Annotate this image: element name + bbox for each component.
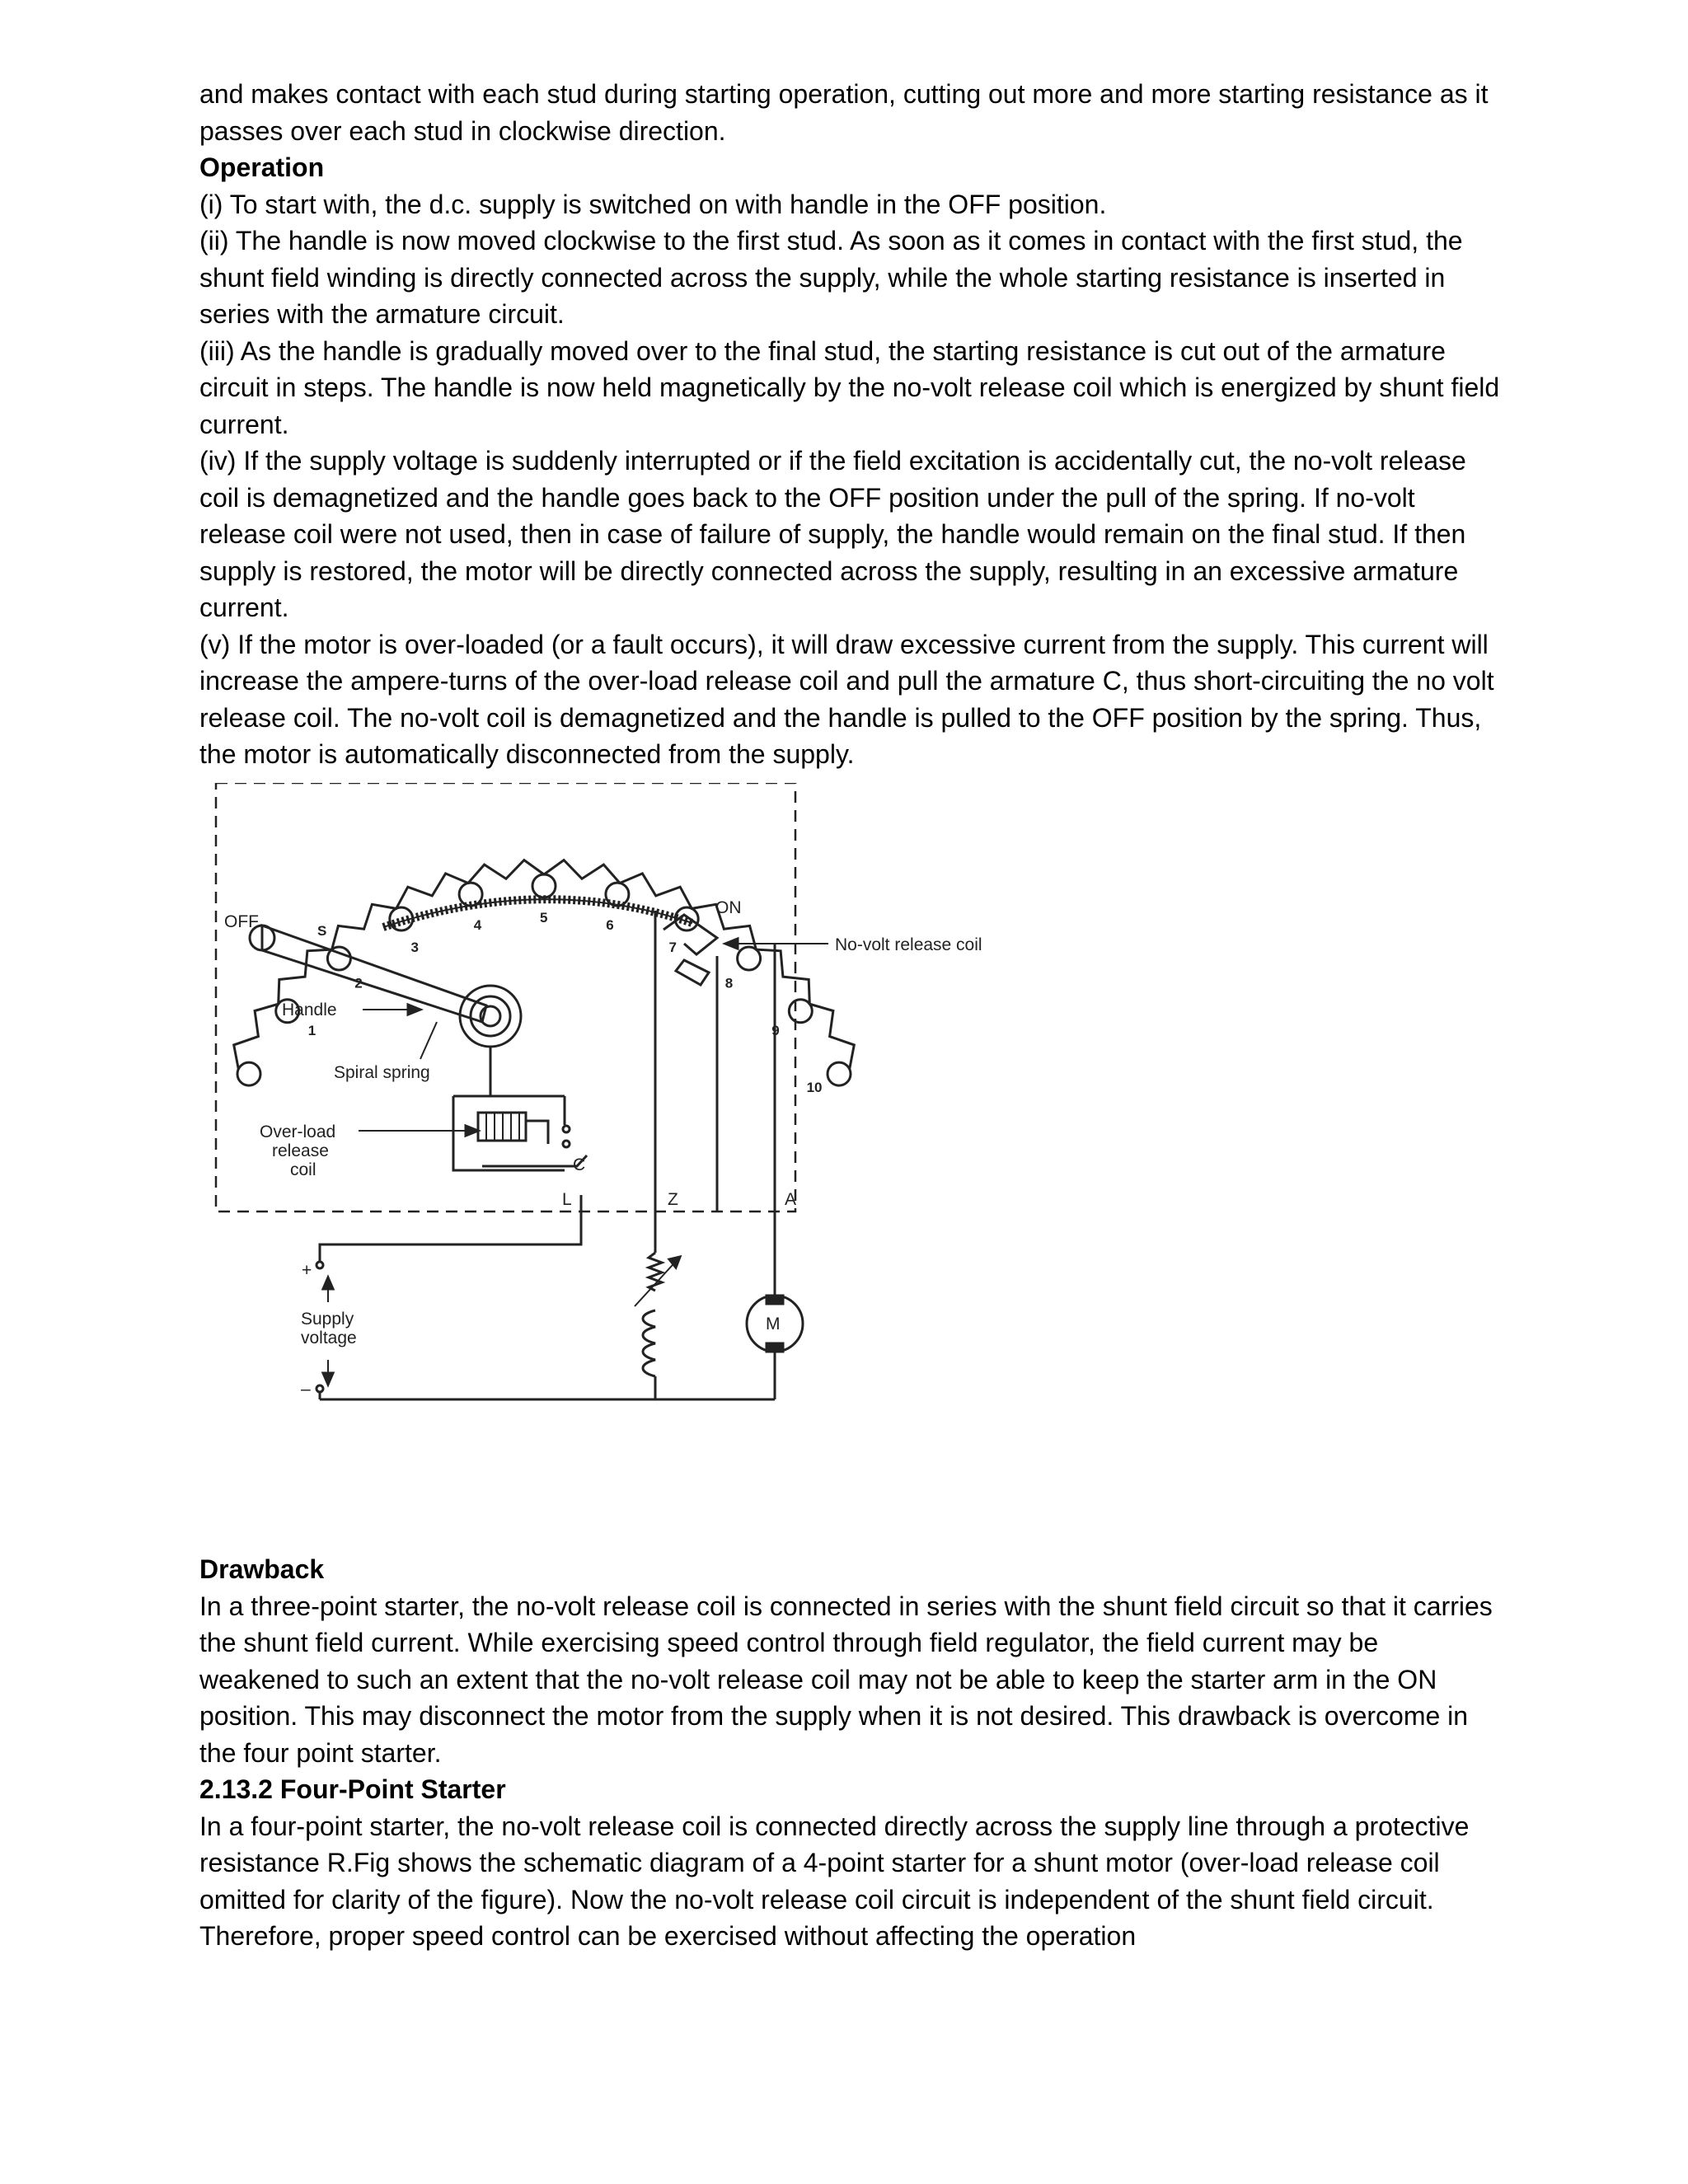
- handle-label: Handle: [282, 1001, 337, 1019]
- supply-voltage-line1: Supply: [301, 1310, 354, 1329]
- stud-number-5: 5: [540, 910, 548, 926]
- stud-number-3: 3: [410, 940, 419, 956]
- stud-number-6: 6: [606, 917, 614, 934]
- off-stud: [237, 1062, 260, 1085]
- starter-schematic-svg: [198, 783, 1063, 1409]
- four-point-starter-paragraph: In a four-point starter, the no-volt release coil is connected directly across the supply line through a protective resistance R.Fig shows the schematic diagram of a 4-point starter for a shunt motor (over-load release coil omitted for clarity of the figure). Now the no-volt release coil circuit is independent of the shunt field circuit. Therefore, proper speed control can be exercised without affecting the operation: [199, 1811, 1470, 1951]
- drawback-paragraph: In a three-point starter, the no-volt release coil is connected in series with the shunt field circuit so that it carries the shunt field current. While exercising speed control through field regulator, the field current may be weakened to such an extent that the no-volt release coil may not be able to keep the starter arm in the ON position. This may disconnect the motor from the supply when it is not desired. This drawback is overcome in the four point starter.: [199, 1591, 1493, 1768]
- motor-label: M: [766, 1315, 781, 1333]
- overload-label-line2: release: [272, 1141, 329, 1160]
- stud-8: [738, 947, 761, 970]
- overload-label-line1: Over-load: [260, 1122, 336, 1141]
- on-label: ON: [715, 898, 742, 917]
- operation-step-4: (iv) If the supply voltage is suddenly interrupted or if the field excitation is accidentally cut, the no-volt release coil is demagnetized and the handle goes back to the OFF position under the pull of the spring. If no-volt release coil were not used, then in case of failure of supply, the handle would remain on the final stud. If then supply is restored, the motor will be directly connected across the supply, resulting in an excessive armature current.: [199, 446, 1466, 622]
- three-point-starter-diagram: [198, 783, 1063, 1409]
- stud-number-8: 8: [724, 975, 734, 991]
- bottom-text-section: [199, 1551, 1502, 1955]
- supply-plus-label: +: [302, 1261, 312, 1280]
- operation-step-3: (iii) As the handle is gradually moved over to the final stud, the starting resistance is cut out of the armature circuit in steps. The handle is now held magnetically by the no-volt release coil which is energized by shunt field current.: [199, 335, 1500, 439]
- stud-number-7: 7: [668, 940, 677, 956]
- stud-number-1: 1: [307, 1023, 316, 1039]
- stud-number-4: 4: [473, 917, 482, 934]
- stud-number-2: 2: [354, 975, 363, 991]
- four-point-starter-heading: 2.13.2 Four-Point Starter: [199, 1774, 506, 1804]
- operation-heading: Operation: [199, 152, 325, 182]
- drawback-heading: Drawback: [199, 1554, 325, 1584]
- stud-number-10: 10: [806, 1080, 823, 1096]
- off-label: OFF: [224, 912, 259, 931]
- stud-9: [789, 1000, 812, 1023]
- l-terminal-label: L: [562, 1190, 572, 1209]
- z-terminal-label: Z: [668, 1190, 678, 1209]
- operation-step-5: (v) If the motor is over-loaded (or a fault occurs), it will draw excessive current from the supply. This current will increase the ampere-turns of the over-load release coil and pull the armature C, thus short-circuiting the no volt release coil. The no-volt coil is demagnetized and the handle is pulled to the OFF position by the spring. Thus, the motor is automatically disconnected from the supply.: [199, 629, 1494, 769]
- stud-contacts: [237, 874, 851, 1085]
- stud-number-9: 9: [771, 1023, 780, 1039]
- operation-step-1: (i) To start with, the d.c. supply is switched on with handle in the OFF position.: [199, 189, 1107, 219]
- supply-minus-label: –: [301, 1380, 311, 1399]
- s-label: S: [317, 923, 327, 939]
- overload-label-line3: coil: [290, 1160, 316, 1179]
- starting-resistance-zigzag: [234, 860, 855, 1070]
- no-volt-release-coil-label: No-volt release coil: [835, 935, 982, 954]
- stud-10: [828, 1062, 851, 1085]
- intro-paragraph: and makes contact with each stud during starting operation, cutting out more and more starting resistance as it passes over each stud in clockwise direction.: [199, 79, 1489, 146]
- supply-voltage-line2: voltage: [301, 1329, 357, 1347]
- stud-5: [532, 874, 556, 898]
- top-text-section: [199, 76, 1502, 773]
- spiral-spring-label: Spiral spring: [334, 1063, 430, 1082]
- operation-step-2: (ii) The handle is now moved clockwise to the first stud. As soon as it comes in contact with the first stud, the shunt field winding is directly connected across the supply, while the whole starting resistance is inserted in series with the armature circuit.: [199, 226, 1463, 329]
- c-terminal-label: C: [573, 1155, 586, 1174]
- a-terminal-label: A: [785, 1190, 797, 1209]
